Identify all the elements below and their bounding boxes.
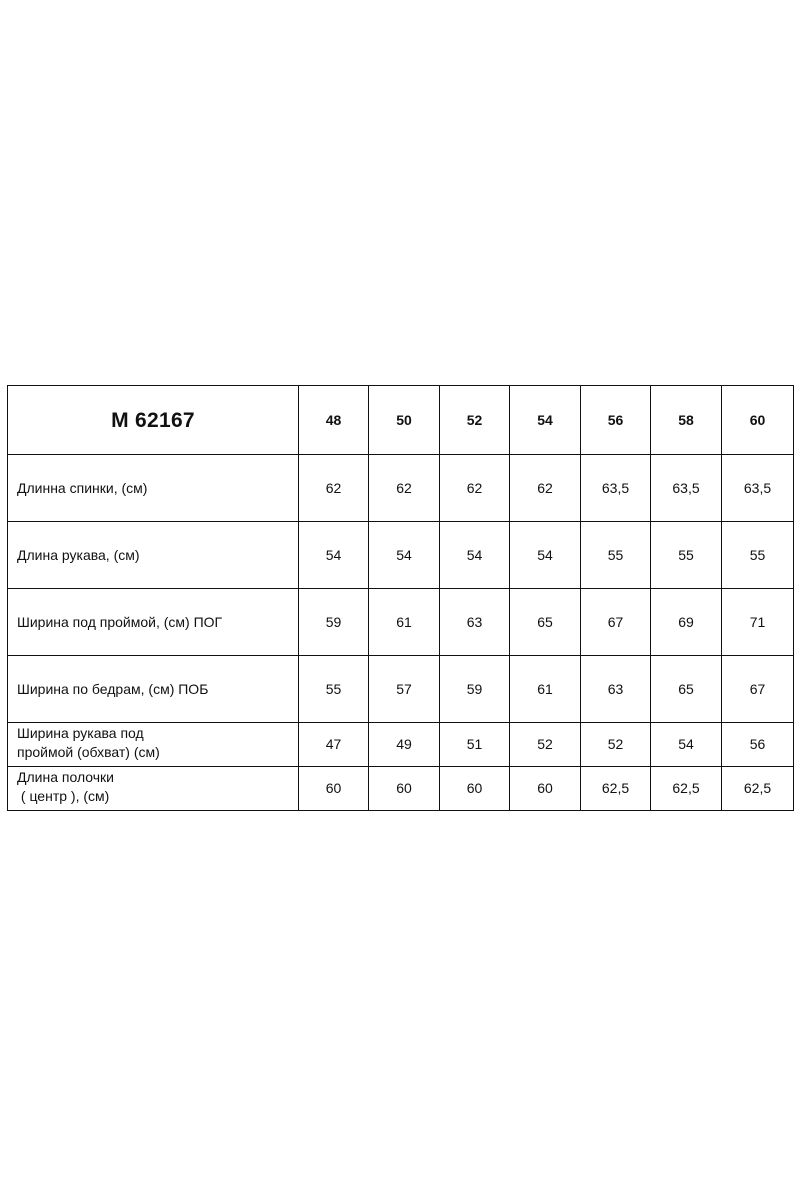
value-cell: 60	[369, 767, 440, 811]
value-cell: 62,5	[651, 767, 722, 811]
value-cell: 63,5	[651, 455, 722, 522]
size-header-60: 60	[722, 386, 794, 455]
value-cell: 55	[299, 656, 369, 723]
value-cell: 60	[440, 767, 510, 811]
value-cell: 55	[722, 522, 794, 589]
value-cell: 65	[651, 656, 722, 723]
table-row	[8, 455, 794, 522]
value-cell: 62	[369, 455, 440, 522]
value-cell: 61	[369, 589, 440, 656]
size-header-54: 54	[510, 386, 581, 455]
value-cell: 62,5	[722, 767, 794, 811]
value-cell: 59	[440, 656, 510, 723]
size-header-50: 50	[369, 386, 440, 455]
model-number: М 62167	[8, 386, 299, 455]
row-label-line: Ширина по бедрам, (см) ПОБ	[17, 680, 209, 697]
table-row	[8, 589, 794, 656]
value-cell: 55	[651, 522, 722, 589]
value-cell: 67	[581, 589, 651, 656]
value-cell: 52	[581, 723, 651, 767]
value-cell: 63	[440, 589, 510, 656]
row-label-line: Длина рукава, (см)	[17, 546, 140, 563]
value-cell: 49	[369, 723, 440, 767]
value-cell: 54	[440, 522, 510, 589]
row-label-sleeve-length	[8, 522, 299, 589]
row-label-line: Ширина под проймой, (см) ПОГ	[17, 613, 223, 630]
value-cell: 63,5	[722, 455, 794, 522]
value-cell: 60	[299, 767, 369, 811]
value-cell: 62,5	[581, 767, 651, 811]
value-cell: 52	[510, 723, 581, 767]
value-cell: 47	[299, 723, 369, 767]
row-label-back-length	[8, 455, 299, 522]
value-cell: 56	[722, 723, 794, 767]
row-label-sleeve-width	[8, 723, 299, 767]
value-cell: 63	[581, 656, 651, 723]
value-cell: 54	[369, 522, 440, 589]
value-cell: 62	[299, 455, 369, 522]
table-row	[8, 723, 794, 767]
value-cell: 54	[299, 522, 369, 589]
size-header-48: 48	[299, 386, 369, 455]
value-cell: 57	[369, 656, 440, 723]
value-cell: 59	[299, 589, 369, 656]
size-header-58: 58	[651, 386, 722, 455]
row-label-hip-width	[8, 656, 299, 723]
table-row	[8, 522, 794, 589]
size-header-56: 56	[581, 386, 651, 455]
row-label-line: проймой (обхват) (см)	[17, 744, 160, 760]
row-label-line: ( центр ), (см)	[17, 788, 110, 804]
size-header-row	[8, 386, 794, 455]
size-chart-table	[7, 385, 794, 811]
value-cell: 63,5	[581, 455, 651, 522]
value-cell: 51	[440, 723, 510, 767]
row-label-front-length	[8, 767, 299, 811]
value-cell: 71	[722, 589, 794, 656]
value-cell: 60	[510, 767, 581, 811]
value-cell: 54	[651, 723, 722, 767]
value-cell: 62	[440, 455, 510, 522]
row-label-line: Длина полочки	[17, 769, 114, 785]
value-cell: 62	[510, 455, 581, 522]
size-header-52: 52	[440, 386, 510, 455]
row-label-chest-width	[8, 589, 299, 656]
value-cell: 69	[651, 589, 722, 656]
table-row	[8, 767, 794, 811]
value-cell: 65	[510, 589, 581, 656]
value-cell: 54	[510, 522, 581, 589]
value-cell: 67	[722, 656, 794, 723]
row-label-line: Длинна спинки, (см)	[17, 479, 148, 496]
value-cell: 55	[581, 522, 651, 589]
row-label-line: Ширина рукава под	[17, 725, 144, 741]
table-row	[8, 656, 794, 723]
value-cell: 61	[510, 656, 581, 723]
